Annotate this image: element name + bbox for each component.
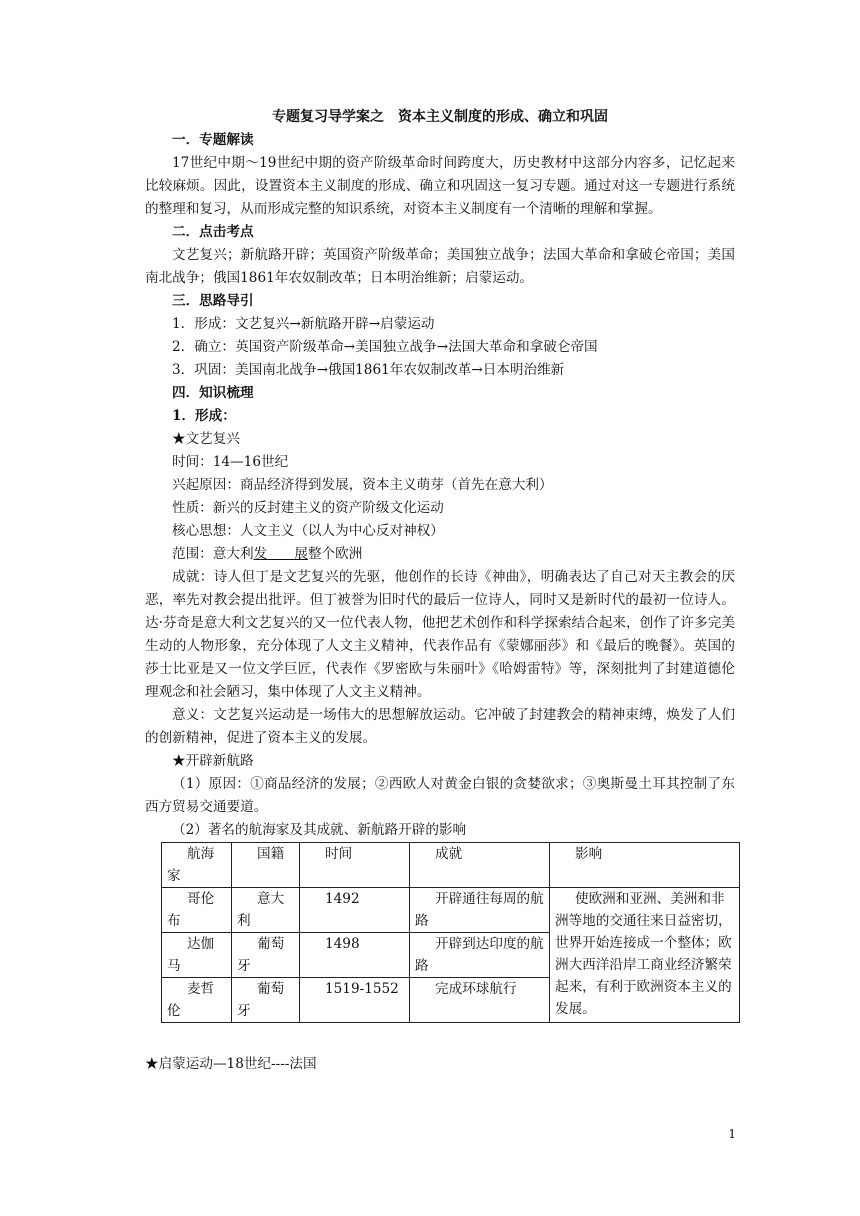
renaissance-scope xyxy=(145,543,735,566)
navigator-year: 1492 xyxy=(300,888,410,933)
section-heading-4: 四．知识梳理 xyxy=(172,385,254,401)
section-2-text: 文艺复兴；新航路开辟；英国资产阶级革命；美国独立战争；法国大革命和拿破仑帝国；美国南北战争；俄国1861年农奴制改革；日本明治维新；启蒙运动。 xyxy=(145,247,735,286)
renaissance-cause: 兴起原因：商品经济得到发展，资本主义萌芽（首先在意大利） xyxy=(172,477,553,493)
table-header: 影响 xyxy=(550,843,740,888)
navigator-name: 麦哲伦 xyxy=(162,978,232,1023)
scope-start: 范围：意大利 xyxy=(172,546,254,562)
routes-table-caption: （2）著名的航海家及其成就、新航路开辟的影响 xyxy=(172,822,467,838)
navigator-country: 意大利 xyxy=(232,888,300,933)
renaissance-core: 核心思想：人文主义（以人为中心反对神权） xyxy=(172,523,444,539)
navigator-year: 1519-1552 xyxy=(300,978,410,1023)
table-header: 成就 xyxy=(410,843,550,888)
renaissance-significance: 意义：文艺复兴运动是一场伟大的思想解放运动。它冲破了封建教会的精神束缚，焕发了人们的创新精神，促进了资本主义的发展。 xyxy=(145,707,735,746)
document-title: 专题复习导学案之 资本主义制度的形成、确立和巩固 xyxy=(272,109,608,125)
section-heading-2: 二．点击考点 xyxy=(172,224,254,240)
table-header: 国籍 xyxy=(232,843,300,888)
navigator-year: 1498 xyxy=(300,933,410,978)
navigator-achievement: 完成环球航行 xyxy=(410,978,550,1023)
table-row xyxy=(162,888,740,933)
outline-item: 3．巩固：美国南北战争→俄国1861年农奴制改革→日本明治维新 xyxy=(172,362,565,378)
table-header-row xyxy=(162,843,740,888)
navigator-achievement: 开辟通往每周的航路 xyxy=(410,888,550,933)
scope-arrow-label: 发 展 xyxy=(253,546,308,562)
routes-cause: （1）原因：①商品经济的发展；②西欧人对黄金白银的贪婪欲求；③奥斯曼土耳其控制了东西方贸易交通要道。 xyxy=(145,776,735,815)
renaissance-time: 时间：14—16世纪 xyxy=(172,454,289,470)
section-heading-3: 三．思路导引 xyxy=(172,293,254,309)
table-header: 航海家 xyxy=(162,843,232,888)
outline-item: 2．确立：英国资产阶级革命→美国独立战争→法国大革命和拿破仑帝国 xyxy=(172,339,598,355)
navigator-achievement: 开辟到达印度的航路 xyxy=(410,933,550,978)
routes-impact: 使欧洲和亚洲、美洲和非洲等地的交通往来日益密切，世界开始连接成一个整体；欧洲大西洋沿岸工商业经济繁荣起来，有利于欧洲资本主义的发展。 xyxy=(550,888,740,1023)
renaissance-nature: 性质：新兴的反封建主义的资产阶级文化运动 xyxy=(172,500,444,516)
navigator-country: 葡萄牙 xyxy=(232,933,300,978)
subsection-heading: 1．形成： xyxy=(172,408,236,424)
page-number: 1 xyxy=(728,1127,736,1141)
table-header: 时间 xyxy=(300,843,410,888)
scope-end: 整个欧洲 xyxy=(307,546,363,562)
outline-item: 1．形成：文艺复兴→新航路开辟→启蒙运动 xyxy=(172,316,435,332)
renaissance-achievements: 成就：诗人但丁是文艺复兴的先驱，他创作的长诗《神曲》，明确表达了自己对天主教会的厌恶，率先对教会提出批评。但丁被誉为旧时代的最后一位诗人，同时又是新时代的最初一位诗人。达·芬奇是意大利文艺复兴的又一位代表人物，他把艺术创作和科学探索结合起来，创作了许多完美生动的人物形象，充分体现了人文主义精神，代表作品有《蒙娜丽莎》和《最后的晚餐》。英国的莎士比亚是又一位文学巨匠，代表作《罗密欧与朱丽叶》《哈姆雷特》等，深刻批判了封建道德伦理观念和社会陋习，集中体现了人文主义精神。 xyxy=(145,569,735,700)
topic-heading-routes: ★开辟新航路 xyxy=(172,753,254,769)
navigator-name: 达伽马 xyxy=(162,933,232,978)
topic-heading-enlightenment: ★启蒙运动—18世纪----法国 xyxy=(145,1056,317,1072)
navigators-table xyxy=(161,842,740,1023)
section-heading-1: 一．专题解读 xyxy=(172,132,254,148)
navigator-name: 哥伦布 xyxy=(162,888,232,933)
document-body xyxy=(145,129,735,1076)
section-1-text: 17世纪中期～19世纪中期的资产阶级革命时间跨度大，历史教材中这部分内容多，记忆起来比较麻烦。因此，设置资本主义制度的形成、确立和巩固这一复习专题。通过对这一专题进行系统的整理和复习，从而形成完整的知识系统，对资本主义制度有一个清晰的理解和掌握。 xyxy=(145,155,735,217)
navigator-country: 葡萄牙 xyxy=(232,978,300,1023)
topic-heading-renaissance: ★文艺复兴 xyxy=(172,431,240,447)
